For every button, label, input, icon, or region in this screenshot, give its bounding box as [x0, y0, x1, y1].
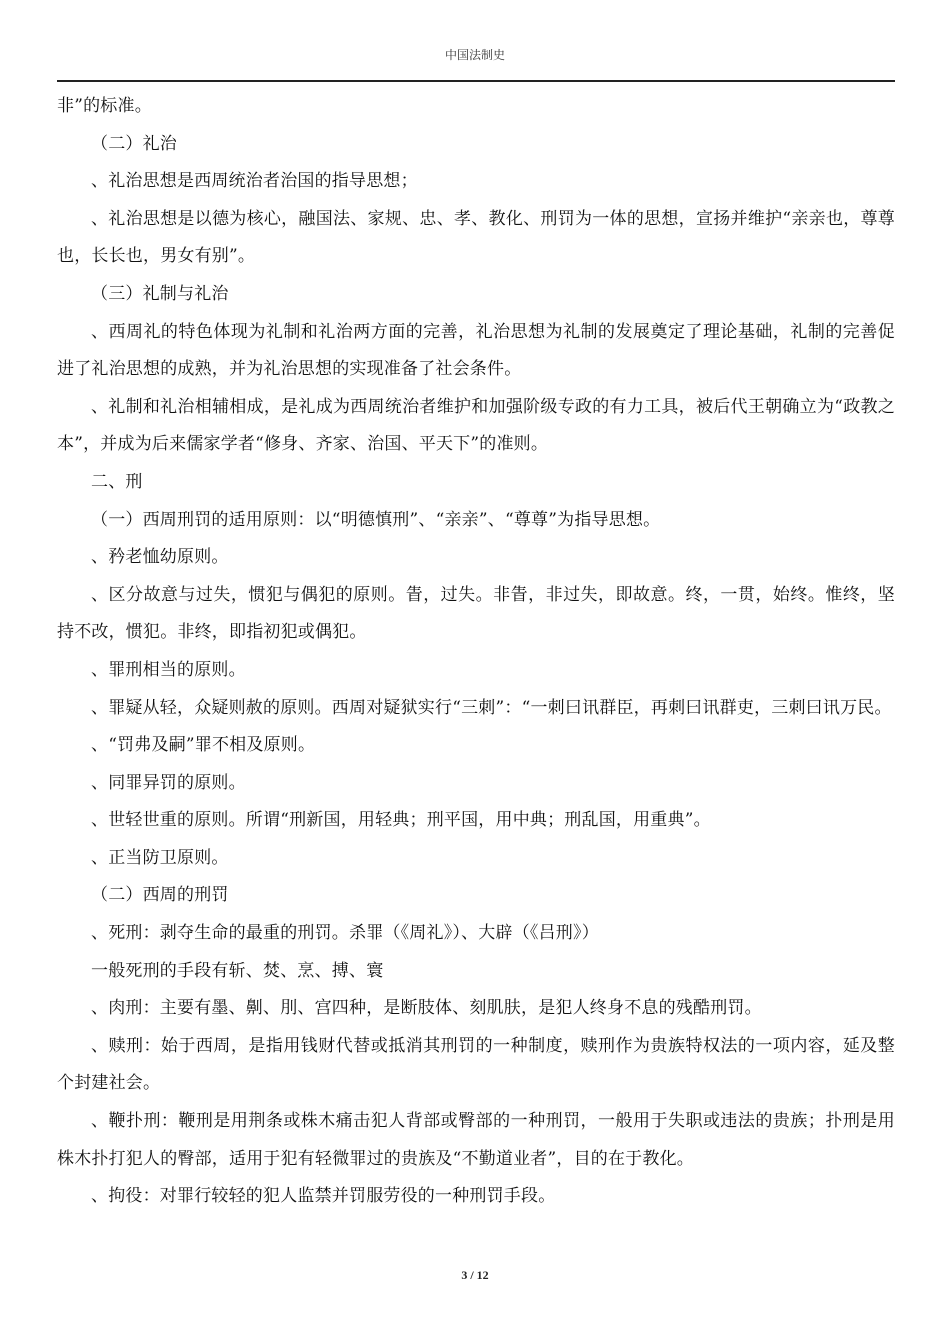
- paragraph: 、死刑：剥夺生命的最重的刑罚。杀罪（《周礼》）、大辟（《吕刑》）: [91, 923, 599, 944]
- paragraph: 、礼治思想是以德为核心，融国法、家规、忠、孝、教化、刑罚为一体的思想，宣扬并维护“亲亲也，尊尊也，长长也，男女有别”。: [57, 208, 895, 267]
- paragraph: 、礼制和礼治相辅相成，是礼成为西周统治者维护和加强阶级专政的有力工具，被后代王朝确立为“政教之本”，并成为后来儒家学者“修身、齐家、治国、平天下”的准则。: [57, 396, 895, 455]
- paragraph: 、鞭扑刑：鞭刑是用荆条或株木痛击犯人背部或臀部的一种刑罚，一般用于失职或违法的贵族；扑刑是用株木扑打犯人的臀部，适用于犯有轻微罪过的贵族及“不勤道业者”，目的在于教化。: [57, 1111, 895, 1169]
- document-body: [57, 88, 895, 1216]
- paragraph: 、赎刑：始于西周，是指用钱财代替或抵消其刑罚的一种制度，赎刑作为贵族特权法的一项内容，延及整个封建社会。: [57, 1035, 895, 1094]
- paragraph: 、正当防卫原则。: [91, 847, 229, 868]
- section-heading-lizhi-and-lizhi: （三）礼制与礼治: [91, 283, 229, 304]
- section-heading-punishments: （二）西周的刑罚: [91, 885, 229, 906]
- paragraph: 、西周礼的特色体现为礼制和礼治两方面的完善，礼治思想为礼制的发展奠定了理论基础，礼制的完善促进了礼治思想的成熟，并为礼治思想的实现准备了社会条件。: [57, 321, 895, 380]
- paragraph: 、“罚弗及嗣”罪不相及原则。: [91, 735, 316, 756]
- paragraph: 、矜老恤幼原则。: [91, 547, 229, 568]
- paragraph: 、罪疑从轻，众疑则赦的原则。西周对疑狱实行“三刺”：“一刺曰讯群臣，再刺曰讯群吏，三刺曰讯万民。: [91, 697, 892, 718]
- paragraph: 、肉刑：主要有墨、劓、刖、宫四种，是断肢体、刻肌肤，是犯人终身不息的残酷刑罚。: [91, 998, 762, 1019]
- page-number: 3 / 12: [461, 1268, 489, 1282]
- header-divider: [57, 80, 895, 82]
- section-heading-lizhi: （二）礼治: [91, 133, 177, 154]
- page-header-title: 中国法制史: [444, 48, 505, 62]
- paragraph: 、罪刑相当的原则。: [91, 659, 246, 680]
- section-heading-xing: 二、刑: [91, 471, 143, 492]
- paragraph-continuation: 非”的标准。: [57, 96, 152, 116]
- paragraph: 、拘役：对罪行较轻的犯人监禁并罚服劳役的一种刑罚手段。: [91, 1186, 556, 1207]
- paragraph: 一般死刑的手段有斩、焚、烹、搏、寰: [91, 960, 384, 981]
- section-heading-principles: （一）西周刑罚的适用原则：以“明德慎刑”、“亲亲”、“尊尊”为指导思想。: [91, 509, 661, 530]
- paragraph: 、区分故意与过失，惯犯与偶犯的原则。眚，过失。非眚，非过失，即故意。终，一贯，始终。惟终，坚持不改，惯犯。非终，即指初犯或偶犯。: [57, 584, 895, 643]
- paragraph: 、同罪异罚的原则。: [91, 772, 246, 793]
- paragraph: 、世轻世重的原则。所谓“刑新国，用轻典；刑平国，用中典；刑乱国，用重典”。: [91, 810, 711, 831]
- paragraph: 、礼治思想是西周统治者治国的指导思想；: [91, 171, 418, 192]
